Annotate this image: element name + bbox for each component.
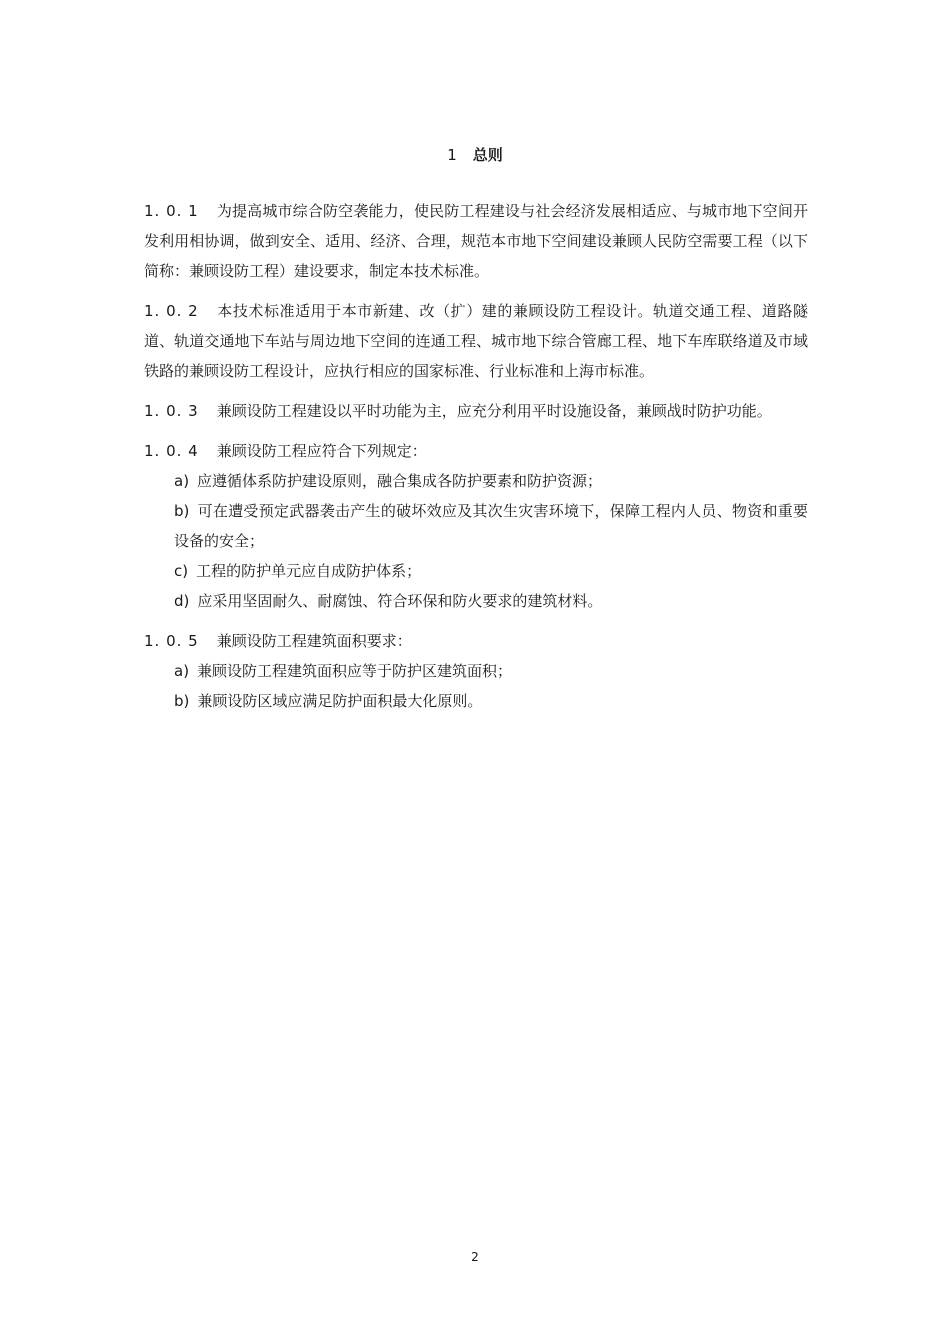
item-text: 应采用坚固耐久、耐腐蚀、符合环保和防火要求的建筑材料。	[197, 592, 603, 610]
list-item	[174, 556, 808, 586]
clause-text: 本技术标准适用于本市新建、改（扩）建的兼顾设防工程设计。轨道交通工程、道路隧道、轨道交通地下车站与周边地下空间的连通工程、城市地下综合管廊工程、地下车库联络道及市域铁路的兼顾设防工程设计，应执行相应的国家标准、行业标准和上海市标准。	[144, 302, 808, 380]
clause-1-0-3	[144, 396, 808, 426]
item-text: 可在遭受预定武器袭击产生的破坏效应及其次生灾害环境下，保障工程内人员、物资和重要设备的安全；	[174, 502, 808, 550]
clause-number: 1. 0. 5	[144, 632, 199, 650]
clause-text: 兼顾设防工程应符合下列规定：	[216, 442, 427, 460]
clause-1-0-2	[144, 296, 808, 386]
clause-number: 1. 0. 3	[144, 402, 199, 420]
chapter-heading	[0, 144, 950, 166]
chapter-number: 1	[447, 146, 457, 164]
chapter-title: 总则	[472, 146, 503, 164]
item-label: b)	[174, 502, 190, 520]
list-item	[174, 686, 808, 716]
clause-1-0-5	[144, 626, 808, 656]
list-item	[174, 586, 808, 616]
clause-1-0-1	[144, 196, 808, 286]
item-label: a)	[174, 472, 190, 490]
item-label: c)	[174, 562, 189, 580]
list-item	[174, 496, 808, 556]
clause-number: 1. 0. 2	[144, 302, 199, 320]
item-label: d)	[174, 592, 190, 610]
list-item	[174, 466, 808, 496]
page-number: 2	[471, 1250, 479, 1264]
clause-text: 兼顾设防工程建设以平时功能为主，应充分利用平时设施设备，兼顾战时防护功能。	[216, 402, 772, 420]
clause-text: 兼顾设防工程建筑面积要求：	[216, 632, 412, 650]
clause-text: 为提高城市综合防空袭能力，使民防工程建设与社会经济发展相适应、与城市地下空间开发利用相协调，做到安全、适用、经济、合理，规范本市地下空间建设兼顾人民防空需要工程（以下简称：兼顾设防工程）建设要求，制定本技术标准。	[144, 202, 808, 280]
item-text: 兼顾设防工程建筑面积应等于防护区建筑面积；	[197, 662, 513, 680]
item-label: a)	[174, 662, 190, 680]
item-text: 工程的防护单元应自成防护体系；	[196, 562, 422, 580]
clause-1-0-5-items	[144, 656, 808, 716]
clause-1-0-4	[144, 436, 808, 466]
clause-number: 1. 0. 4	[144, 442, 199, 460]
clause-1-0-4-items	[144, 466, 808, 616]
item-text: 兼顾设防区域应满足防护面积最大化原则。	[197, 692, 483, 710]
list-item	[174, 656, 808, 686]
document-body	[144, 196, 808, 726]
item-text: 应遵循体系防护建设原则，融合集成各防护要素和防护资源；	[197, 472, 603, 490]
clause-number: 1. 0. 1	[144, 202, 199, 220]
item-label: b)	[174, 692, 190, 710]
